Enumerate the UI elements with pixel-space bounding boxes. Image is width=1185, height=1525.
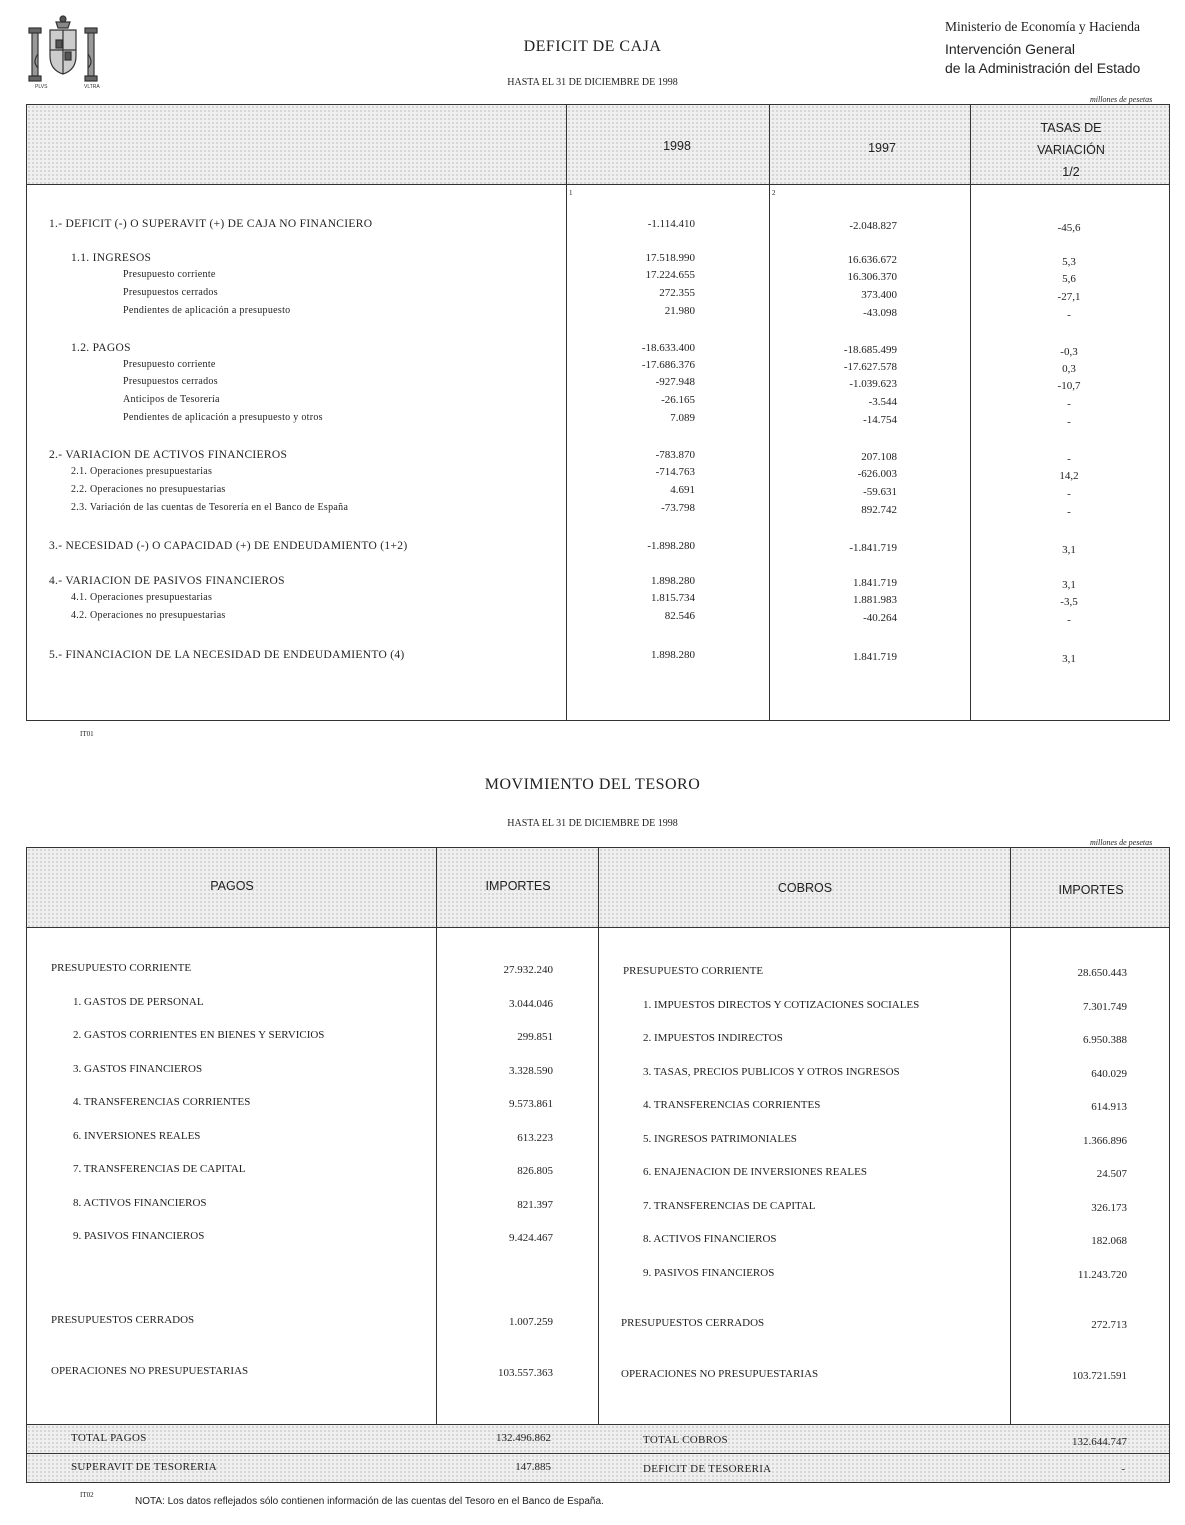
column-divider [1010,848,1011,1482]
rates-header-line-3: 1/2 [1062,165,1080,179]
pagos-value: 103.557.363 [498,1367,553,1379]
units-label: millones de pesetas [1090,95,1153,104]
section-subtitle: HASTA EL 31 DE DICIEMBRE DE 1998 [507,818,678,829]
pagos-value: 821.397 [517,1199,553,1211]
cobros-value: 11.243.720 [1077,1269,1127,1281]
variation-rate: - [1067,309,1071,321]
value-1998: 82.546 [664,610,695,622]
superavit-label: SUPERAVIT DE TESORERIA [71,1461,217,1473]
variation-rate: -45,6 [1057,222,1081,234]
value-1997: 1.841.719 [853,651,897,663]
column-header-1998: 1998 [663,139,691,153]
cobros-value: 326.173 [1091,1202,1127,1214]
pagos-label: 3. GASTOS FINANCIEROS [73,1063,203,1075]
variation-rate: - [1067,614,1071,626]
value-1997: 1.881.983 [853,594,897,606]
cobros-label: PRESUPUESTO CORRIENTE [623,965,764,977]
variation-rate: -0,3 [1060,346,1078,358]
svg-text:VLTRA: VLTRA [84,84,100,90]
total-pagos-value: 132.496.862 [496,1432,551,1444]
pagos-value: 9.424.467 [509,1232,553,1244]
variation-rate: - [1067,453,1071,465]
value-1998: -73.798 [661,502,695,514]
row-label: Pendientes de aplicación a presupuesto [123,305,291,316]
row-label: 2.1. Operaciones presupuestarias [71,466,213,477]
value-1998: -26.165 [661,394,695,406]
table-header [27,105,1169,185]
units-label: millones de pesetas [1090,838,1153,847]
cobros-label: 9. PASIVOS FINANCIEROS [643,1267,775,1279]
variation-rate: 3,1 [1062,579,1076,591]
page-title: DEFICIT DE CAJA [523,38,662,55]
tesoro-table [26,847,1170,1483]
value-1998: 4.691 [670,484,695,496]
row-label: Presupuesto corriente [123,269,216,280]
deficit-tesoreria-value: - [1121,1463,1125,1475]
value-1998: 17.224.655 [645,269,695,281]
pagos-label: 8. ACTIVOS FINANCIEROS [73,1197,207,1209]
pagos-value: 613.223 [517,1132,553,1144]
cobros-label: 2. IMPUESTOS INDIRECTOS [643,1032,783,1044]
pagos-label: 1. GASTOS DE PERSONAL [73,996,204,1008]
value-1997: -18.685.499 [843,344,897,356]
agency-name [945,40,1140,78]
value-1998: 17.518.990 [645,252,695,264]
value-1997: -626.003 [857,468,897,480]
value-1998: 1.815.734 [651,592,695,604]
note-text: NOTA: Los datos reflejados sólo contienen información de las cuentas del Tesoro en el Banco de España. [135,1496,604,1507]
rates-header-line-1: TASAS DE [1040,121,1102,135]
value-1998: -714.763 [655,466,695,478]
row-label: 3.- NECESIDAD (-) O CAPACIDAD (+) DE ENDEUDAMIENTO (1+2) [49,540,408,552]
variation-rate: 3,1 [1062,653,1076,665]
agency-line-1: Intervención General [945,41,1075,57]
deficit-tesoreria-label: DEFICIT DE TESORERIA [643,1463,772,1475]
variation-rate: -3,5 [1060,596,1078,608]
row-label: 4.- VARIACION DE PASIVOS FINANCIEROS [49,575,285,587]
value-1998: -783.870 [655,449,695,461]
variation-rate: - [1067,416,1071,428]
pagos-label: 6. INVERSIONES REALES [73,1130,201,1142]
pagos-label: 4. TRANSFERENCIAS CORRIENTES [73,1096,251,1108]
value-1998: -1.114.410 [647,218,695,230]
cobros-label: 5. INGRESOS PATRIMONIALES [643,1133,797,1145]
variation-rate: -10,7 [1057,380,1081,392]
cobros-label: 3. TASAS, PRECIOS PUBLICOS Y OTROS INGRESOS [643,1066,900,1078]
row-label: Presupuestos cerrados [123,287,218,298]
pagos-label: OPERACIONES NO PRESUPUESTARIAS [51,1365,249,1377]
row-label: 4.2. Operaciones no presupuestarias [71,610,226,621]
row-label: 2.3. Variación de las cuentas de Tesorería en el Banco de España [71,502,349,513]
pagos-value: 826.805 [517,1165,553,1177]
column-divider [970,105,971,720]
pagos-label: PRESUPUESTO CORRIENTE [51,962,192,974]
value-1998: 21.980 [664,305,695,317]
column-divider [566,105,567,720]
row-label: 4.1. Operaciones presupuestarias [71,592,213,603]
value-1997: -1.039.623 [849,378,897,390]
cobros-label: OPERACIONES NO PRESUPUESTARIAS [621,1368,819,1380]
balance-row [27,1454,1169,1482]
cobros-label: 6. ENAJENACION DE INVERSIONES REALES [643,1166,867,1178]
cobros-value: 28.650.443 [1077,967,1127,979]
variation-rate: -27,1 [1057,291,1081,303]
value-1997: 16.306.370 [847,271,897,283]
row-label: 2.2. Operaciones no presupuestarias [71,484,226,495]
superavit-value: 147.885 [515,1461,551,1473]
column-header-rates [972,117,1170,183]
value-1998: -927.948 [655,376,695,388]
total-pagos-label: TOTAL PAGOS [71,1432,147,1444]
value-1998: 1.898.280 [651,575,695,587]
value-1997: 892.742 [861,504,897,516]
cobros-label: 7. TRANSFERENCIAS DE CAPITAL [643,1200,816,1212]
row-label: 1.1. INGRESOS [71,252,152,264]
page-subtitle: HASTA EL 31 DE DICIEMBRE DE 1998 [507,77,678,88]
value-1998: -1.898.280 [647,540,695,552]
cobros-value: 24.507 [1096,1168,1127,1180]
svg-text:PLVS: PLVS [35,84,48,90]
row-label: Pendientes de aplicación a presupuesto y otros [123,412,323,423]
row-label: Presupuesto corriente [123,359,216,370]
row-label: 2.- VARIACION DE ACTIVOS FINANCIEROS [49,449,288,461]
ministry-name: Ministerio de Economía y Hacienda [945,19,1140,34]
value-1997: -17.627.578 [843,361,897,373]
cobros-value: 103.721.591 [1072,1370,1127,1382]
value-1997: -43.098 [863,307,897,319]
cobros-label: 8. ACTIVOS FINANCIEROS [643,1233,777,1245]
pagos-value: 3.328.590 [509,1065,553,1077]
variation-rate: 5,3 [1062,256,1076,268]
deficit-table [26,104,1170,721]
value-1997: -40.264 [863,612,897,624]
value-1997: 207.108 [861,451,897,463]
pagos-value: 27.932.240 [503,964,553,976]
totals-row [27,1424,1169,1454]
section-title: MOVIMIENTO DEL TESORO [484,776,701,793]
variation-rate: - [1067,488,1071,500]
column-header-importes-cobros: IMPORTES [1058,883,1124,897]
column-divider [436,848,437,1482]
cobros-value: 6.950.388 [1083,1034,1127,1046]
value-1997: 16.636.672 [847,254,897,266]
value-1997: -3.544 [868,396,897,408]
pagos-value: 9.573.861 [509,1098,553,1110]
footnote-code: IT02 [80,1491,94,1499]
pagos-label: 2. GASTOS CORRIENTES EN BIENES Y SERVICIOS [73,1029,325,1041]
value-1997: 373.400 [861,289,897,301]
row-label: 1.2. PAGOS [71,342,131,354]
pagos-value: 299.851 [517,1031,553,1043]
column-number-1: 1 [569,189,573,197]
pagos-label: 7. TRANSFERENCIAS DE CAPITAL [73,1163,246,1175]
variation-rate: 14,2 [1059,470,1079,482]
cobros-label: PRESUPUESTOS CERRADOS [621,1317,765,1329]
value-1997: -2.048.827 [849,220,897,232]
pagos-label: 9. PASIVOS FINANCIEROS [73,1230,205,1242]
column-number-2: 2 [772,189,776,197]
row-label: Anticipos de Tesorería [123,394,220,405]
column-header-cobros: COBROS [777,881,833,895]
column-divider [598,848,599,1482]
value-1998: 272.355 [659,287,695,299]
cobros-value: 640.029 [1091,1068,1127,1080]
cobros-value: 7.301.749 [1083,1001,1127,1013]
cobros-label: 1. IMPUESTOS DIRECTOS Y COTIZACIONES SOCIALES [643,999,920,1011]
variation-rate: 3,1 [1062,544,1076,556]
agency-line-2: de la Administración del Estado [945,60,1141,76]
rates-header-line-2: VARIACIÓN [1037,143,1105,157]
value-1998: 1.898.280 [651,649,695,661]
variation-rate: - [1067,506,1071,518]
value-1998: 7.089 [670,412,695,424]
total-cobros-label: TOTAL COBROS [643,1434,728,1446]
cobros-value: 614.913 [1091,1101,1127,1113]
variation-rate: 5,6 [1062,273,1076,285]
pagos-label: PRESUPUESTOS CERRADOS [51,1314,195,1326]
value-1998: -18.633.400 [641,342,695,354]
column-header-1997: 1997 [868,141,896,155]
total-cobros-value: 132.644.747 [1072,1436,1127,1448]
variation-rate: 0,3 [1062,363,1076,375]
cobros-label: 4. TRANSFERENCIAS CORRIENTES [643,1099,821,1111]
variation-rate: - [1067,398,1071,410]
row-label: 1.- DEFICIT (-) O SUPERAVIT (+) DE CAJA NO FINANCIERO [49,218,373,230]
cobros-value: 1.366.896 [1083,1135,1127,1147]
row-label: Presupuestos cerrados [123,376,218,387]
column-divider [769,105,770,720]
pagos-value: 1.007.259 [509,1316,553,1328]
value-1997: -1.841.719 [849,542,897,554]
value-1997: -59.631 [863,486,897,498]
cobros-value: 272.713 [1091,1319,1127,1331]
value-1997: 1.841.719 [853,577,897,589]
row-label: 5.- FINANCIACION DE LA NECESIDAD DE ENDEUDAMIENTO (4) [49,649,405,661]
pagos-value: 3.044.046 [509,998,553,1010]
column-header-importes-pagos: IMPORTES [485,879,551,893]
value-1998: -17.686.376 [641,359,695,371]
value-1997: -14.754 [863,414,897,426]
footnote-code: IT01 [80,730,94,738]
cobros-value: 182.068 [1091,1235,1127,1247]
column-header-pagos: PAGOS [210,879,254,893]
